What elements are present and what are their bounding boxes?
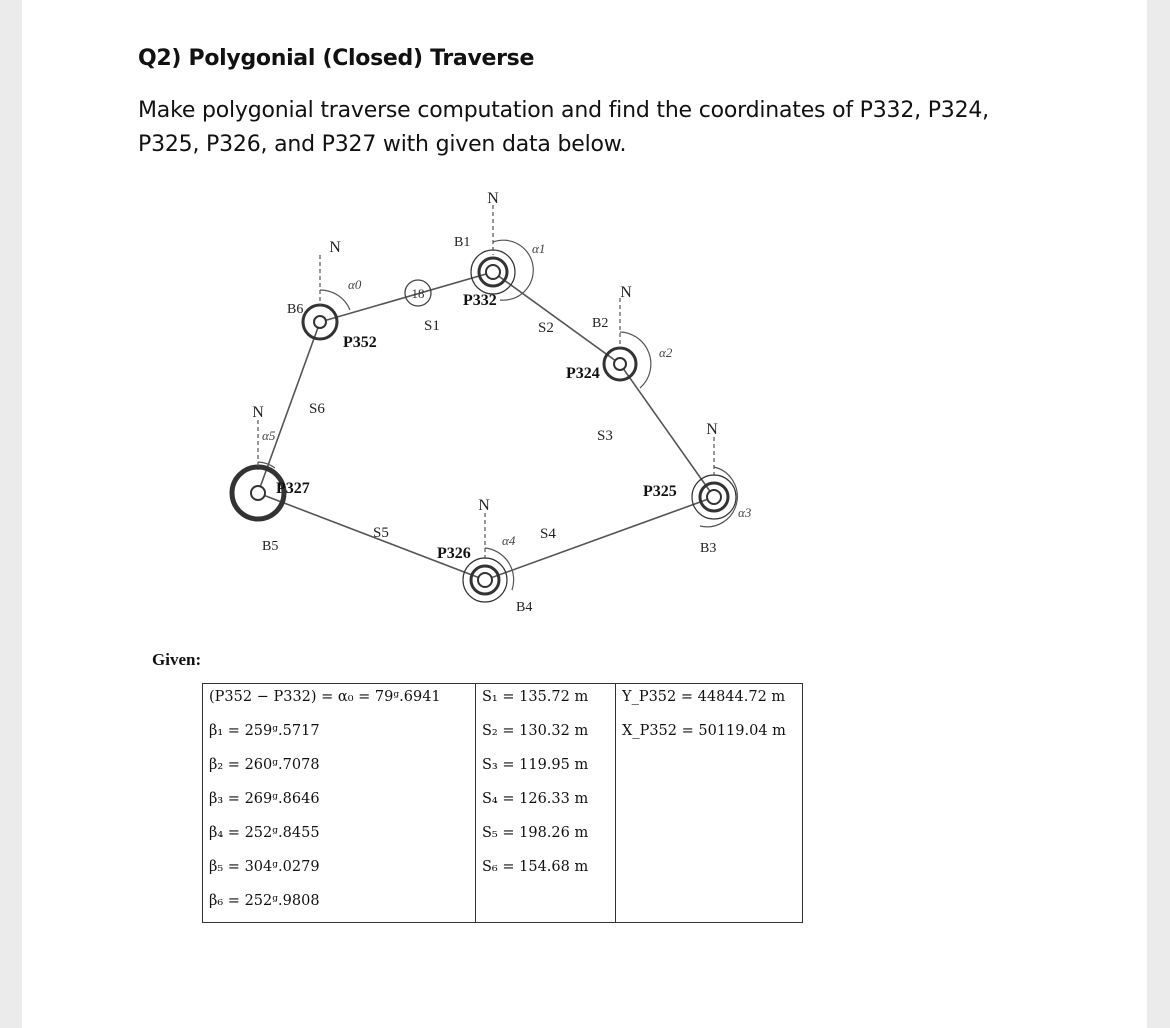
question-intro: Make polygonial traverse computation and find the coordinates of P332, P324, P325, P326, and P327 with given data below.	[138, 98, 989, 157]
circled-number: 18	[411, 286, 425, 301]
station-p332-symbol	[471, 250, 515, 294]
given-label: Given:	[152, 650, 202, 669]
angle-label-b2: B2	[592, 316, 609, 331]
side-label-s6: S6	[309, 401, 325, 417]
table-cell: S₁ = 135.72 m	[482, 689, 589, 705]
north-label: N	[478, 497, 490, 514]
point-label-p332: P332	[463, 292, 497, 309]
table-cell: β₅ = 304ᵍ.0279	[209, 859, 320, 875]
angle-label-b6: B6	[287, 302, 304, 317]
table-cell: S₆ = 154.68 m	[482, 859, 589, 875]
angle-label-b3: B3	[700, 541, 717, 556]
azimuth-label-a5: α5	[262, 428, 276, 443]
azimuth-label-a4: α4	[502, 533, 516, 548]
question-title: Q2) Polygonial (Closed) Traverse	[138, 46, 535, 71]
north-label: N	[706, 421, 718, 438]
table-cell: S₃ = 119.95 m	[482, 757, 589, 773]
point-label-p327: P327	[276, 480, 310, 497]
station-p325-symbol	[692, 475, 736, 519]
table-cell: S₅ = 198.26 m	[482, 825, 589, 841]
table-cell: X_P352 = 50119.04 m	[622, 723, 786, 739]
distance-column	[476, 684, 616, 923]
table-cell: β₃ = 269ᵍ.8646	[209, 791, 320, 807]
north-label: N	[252, 404, 264, 421]
point-label-p326: P326	[437, 545, 471, 562]
coordinate-column	[616, 684, 803, 923]
given-data-table	[202, 683, 803, 923]
table-cell: β₆ = 252ᵍ.9808	[209, 893, 320, 909]
table-cell: β₂ = 260ᵍ.7078	[209, 757, 320, 773]
north-label: N	[487, 190, 499, 207]
side-label-s2: S2	[538, 320, 554, 336]
angle-column	[203, 684, 476, 923]
side-label-s4: S4	[540, 526, 556, 542]
azimuth-label-a3: α3	[738, 505, 752, 520]
point-label-p325: P325	[643, 483, 677, 500]
azimuth-label-a0: α0	[348, 277, 362, 292]
side-label-s1: S1	[424, 318, 440, 334]
station-p326-symbol	[463, 558, 507, 602]
table-cell: β₁ = 259ᵍ.5717	[209, 723, 320, 739]
point-label-p352: P352	[343, 334, 377, 351]
side-label-s5: S5	[373, 525, 389, 541]
station-p324-symbol	[604, 348, 636, 380]
table-cell: S₂ = 130.32 m	[482, 723, 589, 739]
azimuth-label-a1: α1	[532, 241, 546, 256]
angle-label-b4: B4	[516, 600, 533, 615]
angle-label-b5: B5	[262, 539, 279, 554]
angle-label-b1: B1	[454, 235, 471, 250]
side-label-s3: S3	[597, 428, 613, 444]
point-label-p324: P324	[566, 365, 600, 382]
table-cell: Y_P352 = 44844.72 m	[622, 689, 786, 705]
traverse-lines	[258, 272, 717, 580]
table-cell: β₄ = 252ᵍ.8455	[209, 825, 320, 841]
north-label: N	[329, 239, 341, 256]
azimuth-label-a2: α2	[659, 345, 673, 360]
table-cell: S₄ = 126.33 m	[482, 791, 589, 807]
north-label: N	[620, 284, 632, 301]
azimuth-arcs	[258, 240, 737, 590]
station-p352-symbol	[303, 305, 337, 339]
table-cell: (P352 − P332) = α₀ = 79ᵍ.6941	[209, 689, 441, 705]
